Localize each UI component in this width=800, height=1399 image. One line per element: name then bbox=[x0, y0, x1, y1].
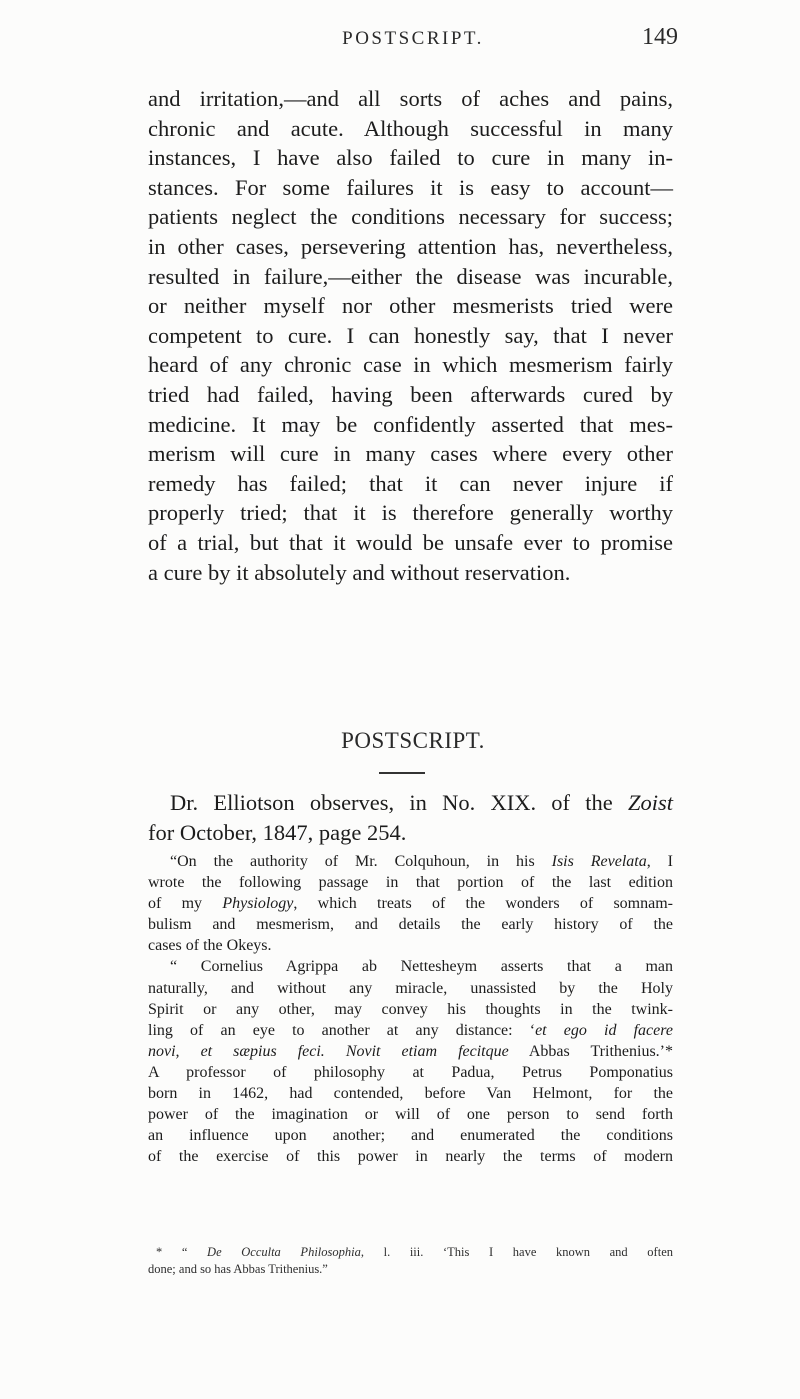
text-line: instances, I have also failed to cure in many in- bbox=[148, 145, 673, 171]
text-line: properly tried; that it is therefore generally worthy bbox=[148, 500, 673, 526]
text-line: tried had failed, having been afterwards cured by bbox=[148, 381, 673, 407]
journal-title: Zoist bbox=[627, 790, 673, 815]
text-line: merism will cure in many cases where every other bbox=[148, 441, 673, 467]
intro-paragraph bbox=[148, 788, 673, 847]
text-line bbox=[148, 893, 673, 914]
text-line: bulism and mesmerism, and details the early history of the bbox=[148, 916, 673, 934]
text-line: power of the imagination or will of one person to send forth bbox=[148, 1106, 673, 1124]
text-line: Spirit or any other, may convey his thoughts in the twink- bbox=[148, 1000, 673, 1018]
text-line: resulted in failure,—either the disease was incurable, bbox=[148, 263, 673, 289]
quote-text: , which treats of the wonders of somnam- bbox=[293, 895, 673, 913]
footnote-text: , l. iii. ‘This I have known and often bbox=[360, 1245, 673, 1259]
quote-text: , I bbox=[646, 853, 674, 870]
quote-text: “On the authority of Mr. Colquhoun, in his bbox=[170, 853, 552, 870]
text-line bbox=[148, 1244, 673, 1261]
section-heading: POSTSCRIPT. bbox=[341, 728, 485, 753]
footnote bbox=[148, 1244, 673, 1278]
text-line: of a trial, but that it would be unsafe ever to promise bbox=[148, 529, 673, 555]
text-line: stances. For some failures it is easy to account— bbox=[148, 174, 673, 200]
book-title: De Occulta Philosophia bbox=[207, 1245, 361, 1259]
quote-text: Abbas Trithenius.’* bbox=[508, 1042, 673, 1060]
footnote-marker: * “ bbox=[156, 1245, 208, 1259]
text-line: born in 1462, had contended, before Van Helmont, for the bbox=[148, 1085, 673, 1103]
quote-text: ling of an eye to another at any distance: ‘ bbox=[148, 1021, 536, 1039]
main-paragraph bbox=[148, 84, 673, 587]
text-line: chronic and acute. Although successful in many bbox=[148, 115, 673, 141]
book-title: Isis Revelata bbox=[551, 853, 647, 870]
running-head bbox=[148, 22, 678, 62]
text-line: in other cases, persevering attention has, nevertheless, bbox=[148, 233, 673, 259]
text-line: naturally, and without any miracle, unassisted by the Holy bbox=[148, 979, 673, 997]
page-number: 149 bbox=[642, 24, 678, 50]
section-divider bbox=[379, 772, 425, 774]
text-line: competent to cure. I can honestly say, that I never bbox=[148, 322, 673, 348]
text-line: A professor of philosophy at Padua, Petrus Pomponatius bbox=[148, 1063, 673, 1081]
text-line: or neither myself nor other mesmerists tried were bbox=[148, 293, 673, 319]
text-line: wrote the following passage in that portion of the last edition bbox=[148, 874, 673, 892]
text-line: heard of any chronic case in which mesmerism fairly bbox=[148, 352, 673, 378]
running-title: POSTSCRIPT. bbox=[342, 28, 484, 49]
text-line: for October, 1847, page 254. bbox=[148, 819, 407, 845]
latin-quote: novi, et sæpius feci. Novit etiam fecitque bbox=[148, 1042, 509, 1060]
text-line: medicine. It may be confidently asserted that mes- bbox=[148, 411, 673, 437]
text-line: an influence upon another; and enumerated the conditions bbox=[148, 1127, 673, 1145]
text-line bbox=[148, 851, 673, 872]
latin-quote: et ego id facere bbox=[535, 1021, 673, 1039]
text-line: of the exercise of this power in nearly the terms of modern bbox=[148, 1148, 673, 1166]
text-line bbox=[148, 1041, 673, 1062]
text-line: and irritation,—and all sorts of aches and pains, bbox=[148, 86, 673, 111]
text-line bbox=[148, 788, 673, 818]
intro-text: Dr. Elliotson observes, in No. XIX. of the bbox=[170, 790, 628, 815]
quoted-passage bbox=[148, 851, 673, 1167]
text-line: “ Cornelius Agrippa ab Nettesheym asserts that a man bbox=[170, 958, 673, 976]
text-line: cases of the Okeys. bbox=[148, 937, 272, 955]
text-line bbox=[148, 1020, 673, 1041]
text-line: remedy has failed; that it can never injure if bbox=[148, 470, 673, 496]
book-title: Physiology bbox=[222, 895, 294, 913]
quote-text: of my bbox=[148, 895, 223, 913]
text-line: a cure by it absolutely and without reservation. bbox=[148, 559, 571, 585]
text-line: done; and so has Abbas Trithenius.” bbox=[148, 1262, 328, 1276]
text-line: patients neglect the conditions necessary for success; bbox=[148, 204, 673, 230]
